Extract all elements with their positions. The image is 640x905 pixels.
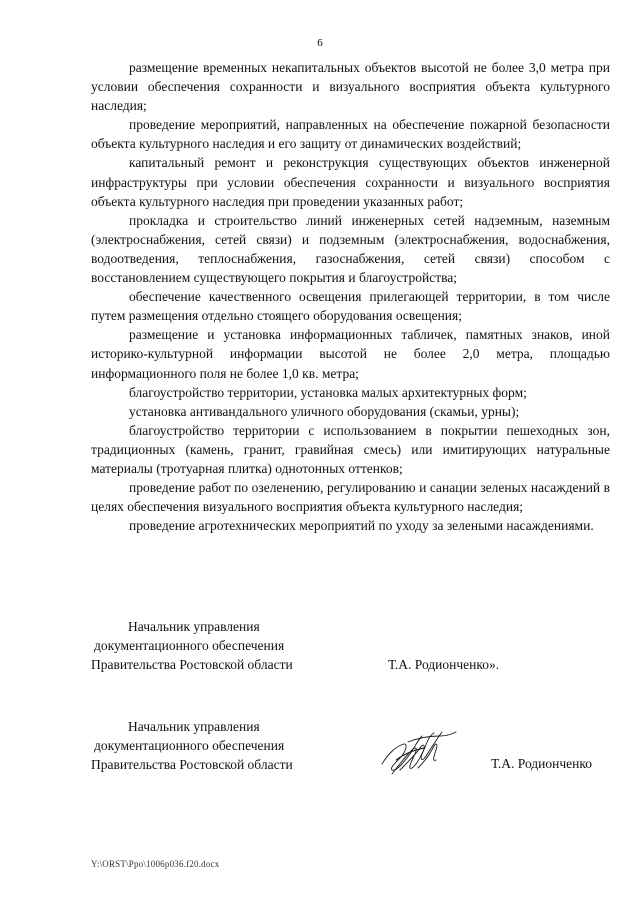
signatory-title-2 — [91, 717, 293, 774]
handwritten-signature — [378, 724, 460, 784]
signatory-title-1 — [91, 617, 293, 674]
paragraph: проведение агротехнических мероприятий по уходу за зелеными насаждениями. — [129, 518, 594, 534]
signatory-name-1: Т.А. Родионченко». — [388, 657, 500, 672]
signatory-title-line: документационного обеспечения — [94, 638, 285, 653]
paragraph: прокладка и строительство линий инженерных сетей надземным, наземным (электроснабжения, сетей связи) и подземным (электроснабжения, водоснабжения, водоотведения, теплоснабжения, газоснабжения, сетей связи) способом с восстановлением существующего покрытия и благоустройства; — [91, 212, 610, 286]
paragraph: обеспечение качественного освещения прилегающей территории, в том числе путем размещения отдельно стоящего оборудования освещения; — [91, 289, 610, 324]
paragraph: установка антивандального уличного оборудования (скамьи, урны); — [129, 403, 520, 419]
signatory-name-2: Т.А. Родионченко — [491, 756, 592, 771]
paragraph: размещение временных некапитальных объектов высотой не более 3,0 метра при условии обеспечения сохранности и визуального восприятия объекта культурного наследия; — [91, 60, 610, 114]
paragraph: благоустройство территории с использованием в покрытии пешеходных зон, традиционных (камень, гранит, гравийная смесь) или имитирующих натуральные материалы (тротуарная плитка) однотонных оттенков; — [91, 422, 610, 476]
paragraph: проведение мероприятий, направленных на обеспечение пожарной безопасности объекта культурного наследия и его защиту от динамических воздействий; — [91, 117, 610, 152]
paragraph: капитальный ремонт и реконструкция существующих объектов инженерной инфраструктуры при условии обеспечения сохранности и визуального восприятия объекта культурного наследия при проведении указанных работ; — [91, 155, 610, 209]
paragraph: благоустройство территории, установка малых архитектурных форм; — [129, 384, 527, 400]
paragraph: размещение и установка информационных табличек, памятных знаков, иной историко-культурной информации высотой не более 2,0 метра, площадью информационного поля не более 1,0 кв. метра; — [91, 327, 610, 381]
file-path-footer: Y:\ORST\Ppo\1006p036.f20.docx — [91, 859, 220, 869]
page-number: 6 — [317, 37, 323, 49]
signatory-title-line: документационного обеспечения — [94, 738, 285, 753]
signatory-title-line: Правительства Ростовской области — [91, 757, 293, 772]
document-body — [91, 58, 610, 535]
signatory-title-line: Начальник управления — [128, 619, 260, 634]
paragraph: проведение работ по озеленению, регулированию и санации зеленых насаждений в целях обеспечения визуального восприятия объекта культурного наследия; — [91, 480, 610, 515]
signatory-title-line: Правительства Ростовской области — [91, 657, 293, 672]
signatory-title-line: Начальник управления — [128, 719, 260, 734]
